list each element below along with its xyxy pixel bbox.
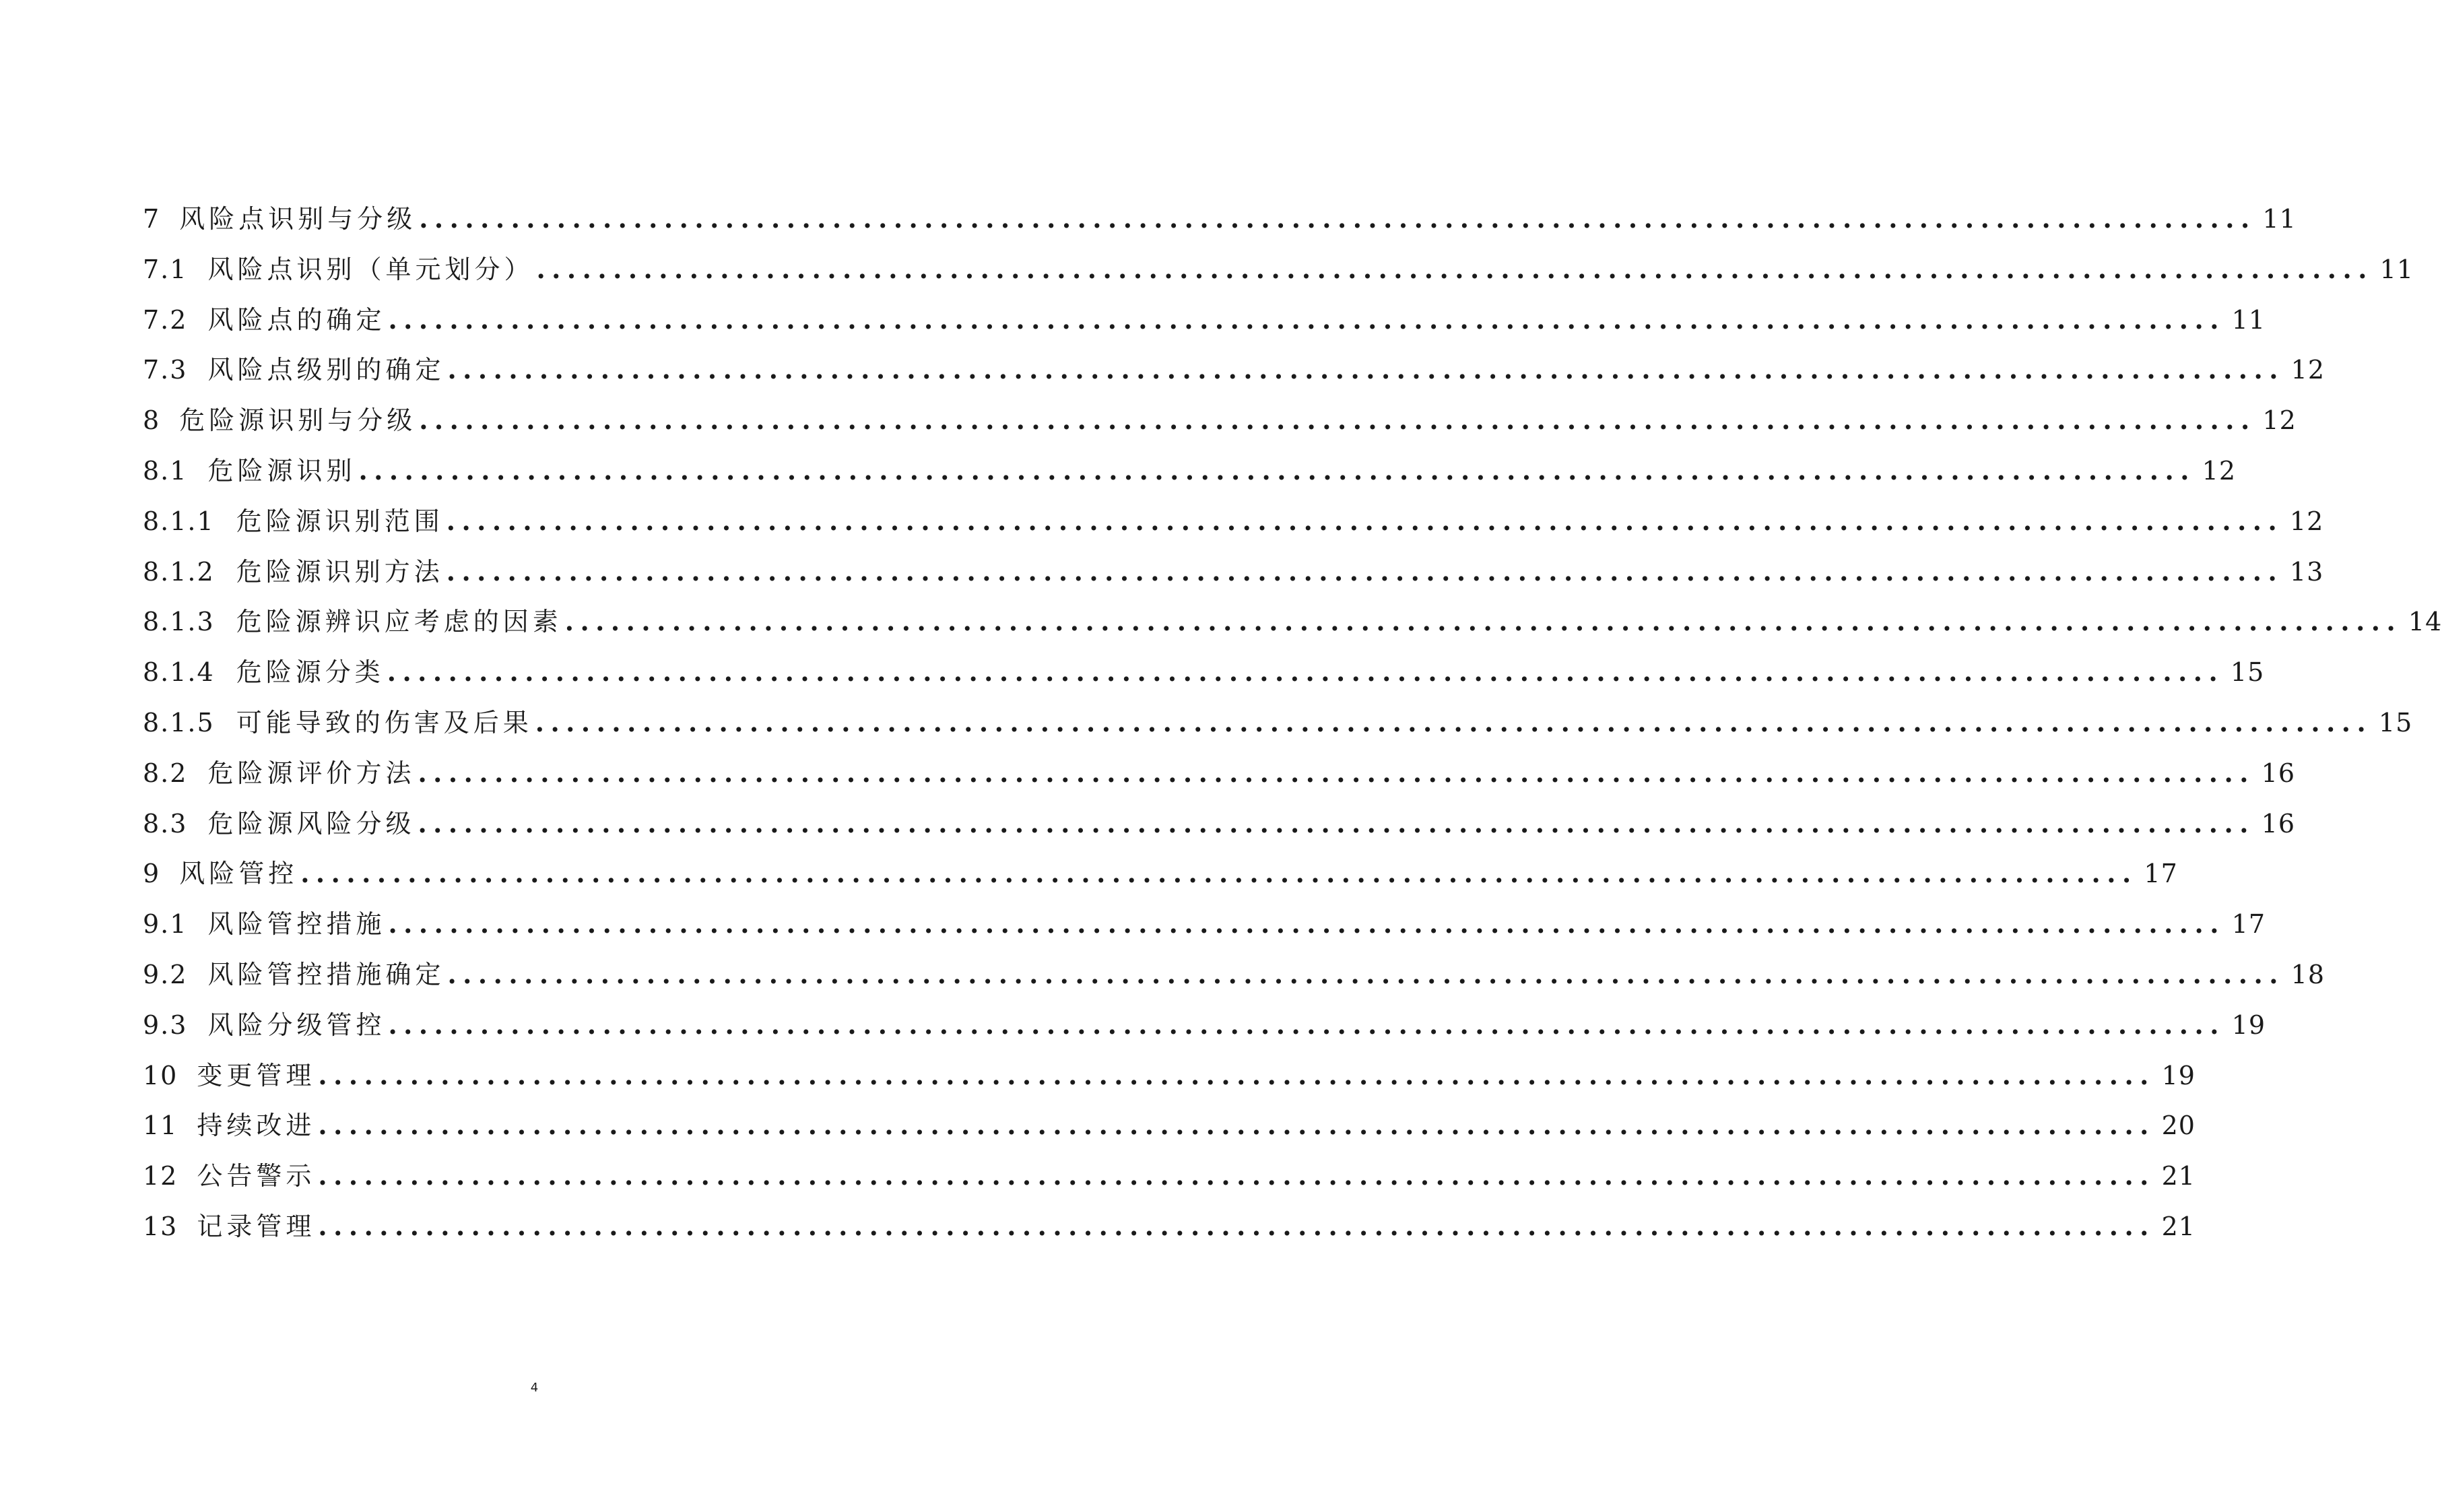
toc-entry-title: 风险点级别的确定 <box>207 355 445 385</box>
toc-entry-title: 可能导致的伤害及后果 <box>236 707 533 737</box>
toc-entry-page: 15 <box>2378 707 2413 737</box>
toc-entry-page: 21 <box>2161 1211 2196 1241</box>
toc-entry-number: 8.1.3 <box>143 607 215 637</box>
toc-entry-number: 9.1 <box>143 909 188 940</box>
toc-entry-number: 8.1 <box>143 455 188 486</box>
toc-entry[interactable] <box>143 345 2325 395</box>
toc-entry-page: 12 <box>2202 455 2236 486</box>
toc-entry[interactable] <box>143 446 2236 496</box>
page-number: 4 <box>530 1381 539 1395</box>
toc-entry[interactable] <box>143 1151 2196 1202</box>
toc-entry-page: 19 <box>2161 1060 2196 1090</box>
toc-entry-page: 17 <box>2144 859 2178 889</box>
toc-entry-page: 12 <box>2289 506 2324 536</box>
toc-leader-dots: ........................................................................................................................ <box>564 606 2402 637</box>
toc-entry-title: 持续改进 <box>197 1111 316 1141</box>
toc-leader-dots: ........................................................................................................................ <box>446 505 2284 536</box>
toc-entry[interactable] <box>143 597 2442 647</box>
toc-entry[interactable] <box>143 799 2295 849</box>
toc-leader-dots: ........................................................................................................................ <box>318 1210 2155 1241</box>
toc-leader-dots: ........................................................................................................................ <box>318 1110 2155 1141</box>
toc-entry-number: 8.1.1 <box>143 506 215 536</box>
toc-entry[interactable] <box>143 496 2324 547</box>
toc-entry[interactable] <box>143 899 2266 950</box>
toc-entry-title: 风险管控措施确定 <box>207 959 445 989</box>
toc-entry-title: 公告警示 <box>197 1161 316 1191</box>
toc-entry-title: 风险管控 <box>179 859 298 889</box>
toc-entry-number: 8.2 <box>143 758 188 788</box>
toc-entry-page: 19 <box>2231 1010 2266 1040</box>
toc-entry[interactable] <box>143 395 2297 446</box>
toc-entry-number: 8 <box>143 405 161 436</box>
toc-entry-page: 16 <box>2261 808 2295 839</box>
toc-entry-page: 16 <box>2261 758 2295 788</box>
toc-entry[interactable] <box>143 698 2413 748</box>
toc-entry-number: 8.3 <box>143 808 188 839</box>
toc-entry-page: 13 <box>2289 556 2324 587</box>
toc-entry-number: 9.3 <box>143 1010 188 1040</box>
toc-entry-number: 7.2 <box>143 304 188 335</box>
toc-leader-dots: ........................................................................................................................ <box>447 958 2284 989</box>
toc-entry[interactable] <box>143 950 2325 1000</box>
toc-leader-dots: ........................................................................................................................ <box>447 354 2284 385</box>
toc-entry-title: 记录管理 <box>197 1211 316 1241</box>
toc-leader-dots: ........................................................................................................................ <box>388 304 2225 335</box>
toc-entry-page: 14 <box>2408 607 2442 637</box>
toc-entry-title: 危险源识别范围 <box>236 506 444 536</box>
toc-entry-number: 8.1.4 <box>143 657 215 688</box>
toc-entry[interactable] <box>143 547 2324 597</box>
toc-entry-page: 11 <box>2262 204 2297 234</box>
toc-entry-page: 21 <box>2161 1161 2196 1191</box>
toc-entry-number: 9.2 <box>143 959 188 989</box>
toc-entry[interactable] <box>143 194 2297 244</box>
toc-leader-dots: ........................................................................................................................ <box>446 556 2284 587</box>
toc-entry-title: 危险源识别与分级 <box>179 405 417 436</box>
toc-entry-page: 12 <box>2262 405 2297 436</box>
toc-leader-dots: ........................................................................................................................ <box>358 455 2196 486</box>
table-of-contents <box>143 194 2442 1252</box>
toc-entry-number: 10 <box>143 1060 178 1090</box>
toc-entry-number: 9 <box>143 859 161 889</box>
toc-leader-dots: ........................................................................................................................ <box>418 808 2255 839</box>
toc-entry-page: 15 <box>2230 657 2265 688</box>
toc-entry[interactable] <box>143 1000 2266 1051</box>
toc-leader-dots: ........................................................................................................................ <box>300 858 2138 889</box>
toc-entry-title: 危险源风险分级 <box>207 808 416 839</box>
toc-entry-title: 危险源辨识应考虑的因素 <box>236 607 562 637</box>
toc-entry-number: 11 <box>143 1111 178 1141</box>
toc-entry-title: 风险点识别与分级 <box>179 204 417 234</box>
toc-leader-dots: ........................................................................................................................ <box>419 203 2256 234</box>
toc-entry-title: 风险点的确定 <box>207 304 386 335</box>
toc-entry[interactable] <box>143 295 2266 346</box>
toc-entry-title: 危险源评价方法 <box>207 758 416 788</box>
toc-entry[interactable] <box>143 244 2414 295</box>
toc-entry-page: 11 <box>2379 254 2414 284</box>
toc-entry-title: 风险点识别（单元划分） <box>207 254 534 284</box>
toc-entry[interactable] <box>143 748 2295 799</box>
toc-leader-dots: ........................................................................................................................ <box>318 1059 2155 1090</box>
toc-entry-page: 11 <box>2231 304 2266 335</box>
toc-entry-page: 20 <box>2161 1111 2196 1141</box>
toc-leader-dots: ........................................................................................................................ <box>418 757 2255 788</box>
toc-leader-dots: ........................................................................................................................ <box>388 909 2225 940</box>
toc-entry-page: 12 <box>2290 355 2325 385</box>
toc-entry[interactable] <box>143 647 2265 698</box>
toc-entry-page: 17 <box>2231 909 2266 940</box>
toc-entry-title: 危险源识别方法 <box>236 556 444 587</box>
toc-entry[interactable] <box>143 1202 2196 1252</box>
toc-entry-number: 13 <box>143 1211 178 1241</box>
toc-entry-number: 7.3 <box>143 355 188 385</box>
toc-entry-title: 危险源分类 <box>236 657 385 688</box>
toc-entry-number: 7.1 <box>143 254 188 284</box>
toc-leader-dots: ........................................................................................................................ <box>419 405 2256 436</box>
toc-leader-dots: ........................................................................................................................ <box>388 1009 2225 1040</box>
toc-entry-title: 变更管理 <box>197 1060 316 1090</box>
toc-entry[interactable] <box>143 849 2178 899</box>
toc-leader-dots: ........................................................................................................................ <box>387 657 2224 688</box>
toc-entry-title: 风险分级管控 <box>207 1010 386 1040</box>
toc-entry[interactable] <box>143 1100 2196 1151</box>
toc-leader-dots: ........................................................................................................................ <box>318 1160 2155 1191</box>
toc-entry-number: 8.1.2 <box>143 556 215 587</box>
toc-entry-number: 8.1.5 <box>143 707 215 737</box>
toc-leader-dots: ........................................................................................................................ <box>536 253 2373 284</box>
toc-entry[interactable] <box>143 1051 2196 1101</box>
toc-leader-dots: ........................................................................................................................ <box>535 706 2373 737</box>
toc-entry-title: 风险管控措施 <box>207 909 386 940</box>
toc-entry-page: 18 <box>2290 959 2325 989</box>
toc-entry-title: 危险源识别 <box>207 455 356 486</box>
toc-entry-number: 7 <box>143 204 161 234</box>
toc-entry-number: 12 <box>143 1161 178 1191</box>
